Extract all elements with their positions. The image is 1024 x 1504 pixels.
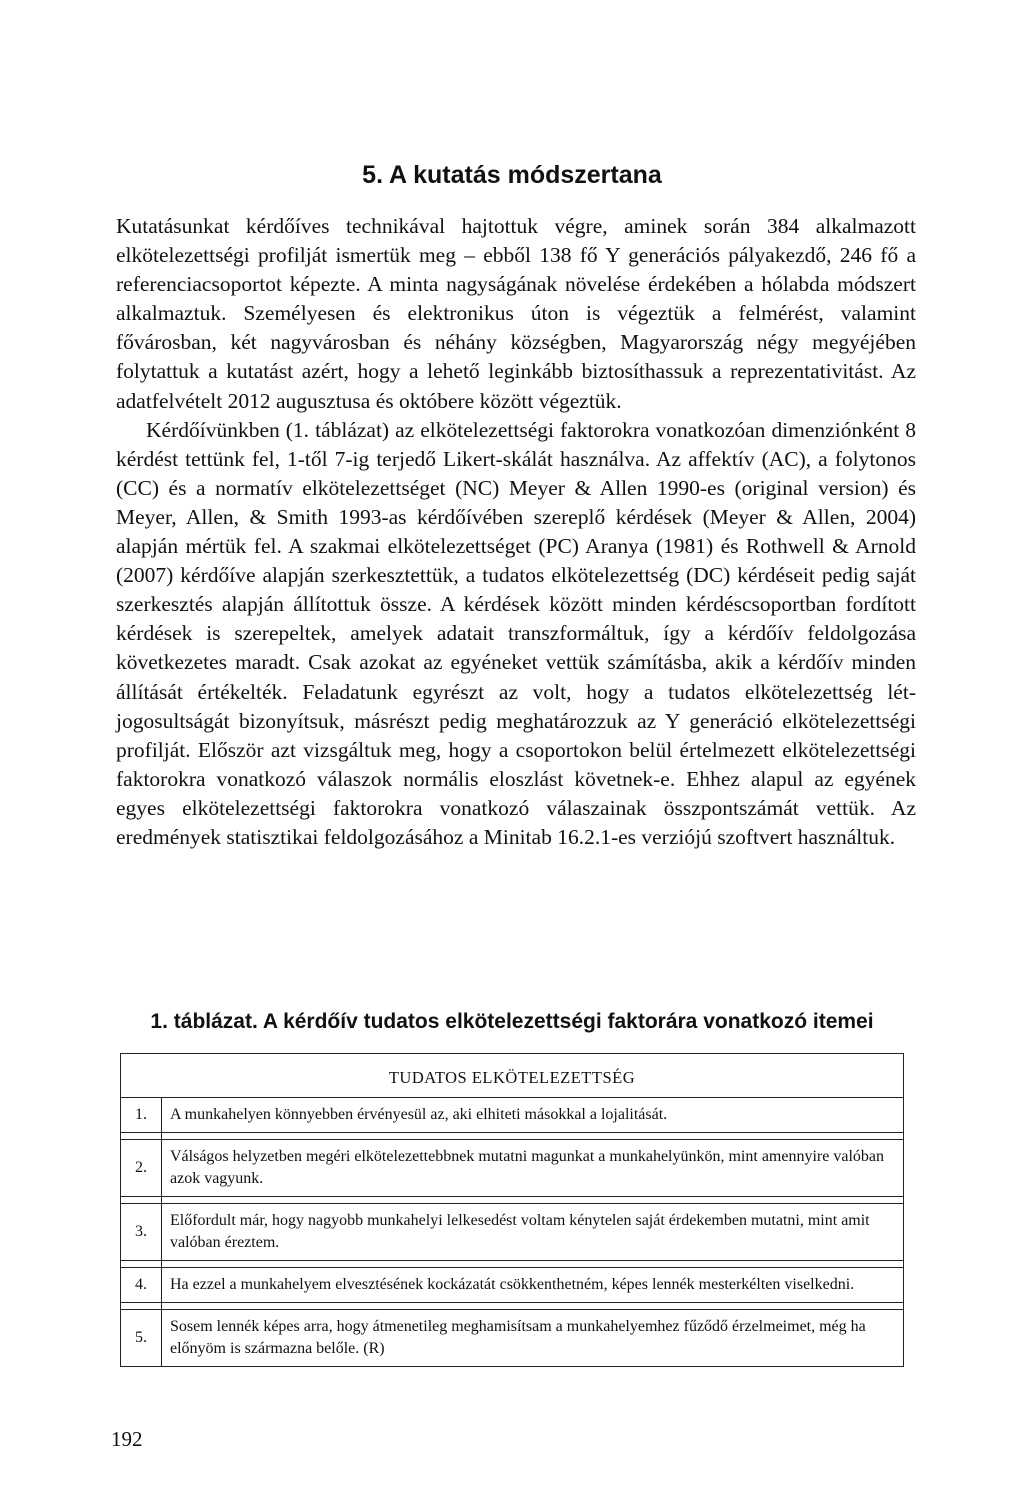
item-number: 1.: [121, 1098, 162, 1133]
table-row: [121, 1310, 904, 1367]
paragraph-questionnaire: Kérdőívünkben (1. táblázat) az elkötelezettségi faktorokra vonatkozóan dimenziónként 8 kérdést tettünk fel, 1-től 7-ig terjedő Likert-skálát használva. Az affektív (AC), a folytonos (CC) és a normatív elkötelezettséget (NC) Meyer & Allen 1990-es (original version) és Meyer, Allen, & Smith 1993-as kérdőívében szereplő kérdések (Meyer & Allen, 2004) alapján mértük fel. A szakmai elkötelezettséget (PC) Aranya (1981) és Rothwell & Arnold (2007) kérdőíve alapján szerkesztettük, a tudatos elkötelezettség (DC) kérdéseit pedig saját szerkesztés alapján állítottuk össze. A kérdések között minden kérdéscsoportban fordított kérdések is szerepeltek, amelyek adatait transzformáltuk, így a kérdőív feldolgozása következetes maradt. Csak azokat az egyéneket vettük számításba, akik a kérdőív minden állítását értékelték. Feladatunk egyrészt az volt, hogy a tudatos elkötelezettség létjogosultságát bizonyítsuk, másrészt pedig meghatározzuk az Y generáció elkötelezettségi profilját. Először azt vizsgáltuk meg, hogy a csoportokon belül értelmezett elkötelezettségi faktorokra vonatkozó válaszok normális eloszlást követnek-e. Ehhez alapul az egyének egyes elkötelezettségi faktorokra vonatkozó válaszainak összpontszámát vettük. Az eredmények statisztikai feldolgozásához a Minitab 16.2.1-es verziójú szoftvert használtuk.: [116, 417, 916, 849]
item-number: 4.: [121, 1268, 162, 1303]
row-spacer: [121, 1261, 904, 1268]
row-spacer: [121, 1197, 904, 1204]
items-table: [120, 1053, 904, 1367]
table-row: [121, 1140, 904, 1197]
item-text: Sosem lennék képes arra, hogy átmenetileg meghamisítsam a munkahelyemhez fűződő érzelmeimet, még ha előnyöm is származna belőle. (R): [162, 1310, 904, 1367]
table-row: [121, 1268, 904, 1303]
table-caption: 1. táblázat. A kérdőív tudatos elkötelezettségi faktorára vonatkozó itemei: [150, 1010, 874, 1033]
section-heading: 5. A kutatás módszertana: [362, 161, 662, 189]
item-number: 5.: [121, 1310, 162, 1367]
item-text: Előfordult már, hogy nagyobb munkahelyi lelkesedést voltam kénytelen saját érdekemben mutatni, mint amit valóban éreztem.: [162, 1204, 904, 1261]
item-text: Ha ezzel a munkahelyem elvesztésének kockázatát csökkenthetném, képes lennék mesterkélten viselkedni.: [162, 1268, 904, 1303]
table-row: [121, 1204, 904, 1261]
table-row: [121, 1098, 904, 1133]
item-text: Válságos helyzetben megéri elkötelezettebbnek mutatni magunkat a munkahelyünkön, mint amennyire valóban azok vagyunk.: [162, 1140, 904, 1197]
row-spacer: [121, 1303, 904, 1310]
paragraph-methods: Kutatásunkat kérdőíves technikával hajtottuk végre, aminek során 384 alkalmazott elkötelezettségi profilját ismertük meg – ebből 138 fő Y generációs pályakezdő, 246 fő a referenciacsoportot képezte. A minta nagyságának növelése érdekében a hólabda módszert alkalmaztuk. Személyesen és elektronikus úton is végeztük a felmérést, valamint fővárosban, két nagyvárosban és néhány községben, Magyarország négy megyéjében folytattuk a kutatást azért, hogy a lehető leginkább biztosíthassuk a reprezentativitást. Az adatfelvételt 2012 augusztusa és októbere között végeztük.: [116, 214, 916, 413]
table-header: TUDATOS ELKÖTELEZETTSÉG: [121, 1054, 904, 1098]
row-spacer: [121, 1133, 904, 1140]
item-number: 2.: [121, 1140, 162, 1197]
body-text: [116, 212, 916, 852]
item-text: A munkahelyen könnyebben érvényesül az, aki elhiteti másokkal a lojalitását.: [162, 1098, 904, 1133]
table-header-row: [121, 1054, 904, 1098]
page-number: 192: [111, 1427, 143, 1451]
item-number: 3.: [121, 1204, 162, 1261]
